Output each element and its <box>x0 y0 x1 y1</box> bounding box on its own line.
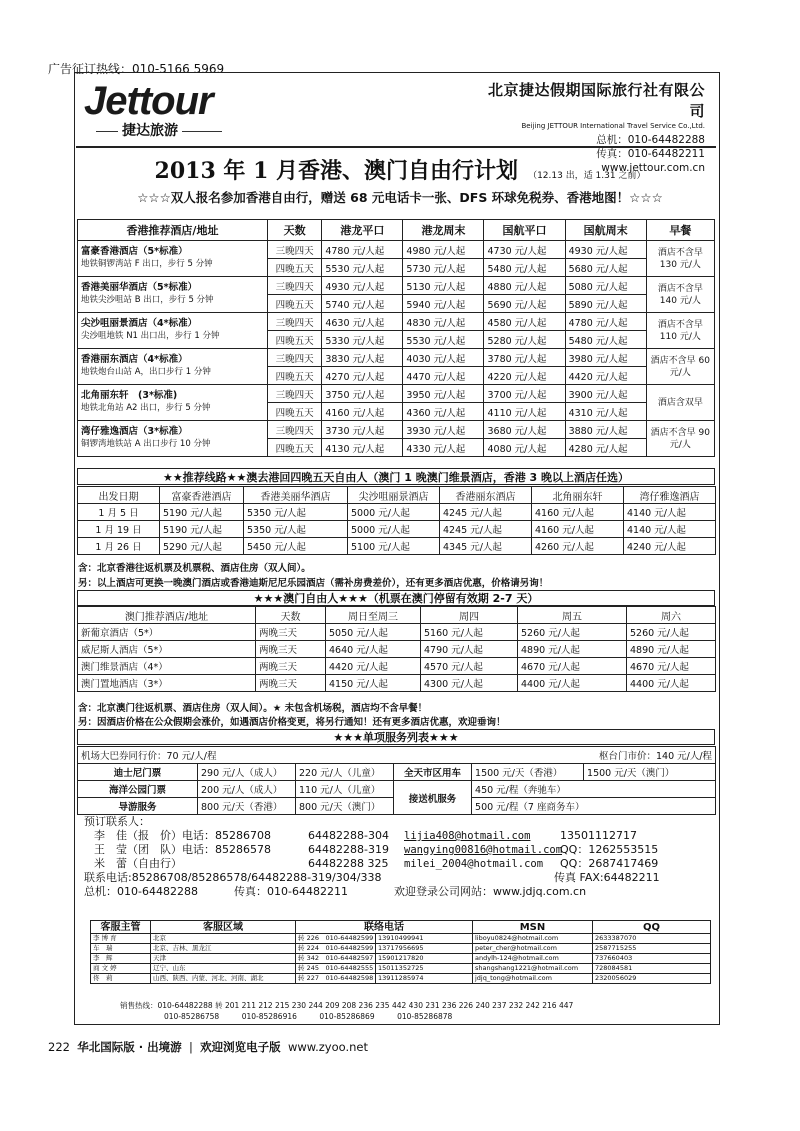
transfer-label: 接送机服务 <box>394 781 472 815</box>
table-row: 1 月 26 日 5290 元/人起 5450 元/人起 5100 元/人起 4345 元/人起 4260 元/人起 4240 元/人起 <box>78 538 716 555</box>
ocean-label: 海洋公园门票 <box>78 781 198 798</box>
table-row: 1 月 5 日 5190 元/人起 5350 元/人起 5000 元/人起 4245 元/人起 4160 元/人起 4140 元/人起 <box>78 504 716 521</box>
email-link[interactable]: lijia408@hotmail.com <box>404 830 531 842</box>
table-row: 四晚五天 5330 元/人起 5530 元/人起 5280 元/人起 5480 元/人起 <box>78 331 715 349</box>
service-table <box>77 746 716 815</box>
macau-hotel-table <box>77 606 716 692</box>
table-row <box>78 747 716 764</box>
email-link[interactable]: wangying00816@hotmail.com <box>404 844 563 856</box>
breakfast-cell: 酒店不含早 140 元/人 <box>646 277 714 313</box>
car-day-label: 全天市区用车 <box>394 764 472 781</box>
table-row: 李 博 育 北京 转 226 010-64482599 13910499941 liboyu0824@hotmail.com 2633387070 <box>91 934 711 944</box>
company-fax: 传真：010-64482211 <box>596 148 705 160</box>
jettour-logo: Jettour <box>84 79 213 123</box>
breakfast-cell: 酒店不含早 110 元/人 <box>646 313 714 349</box>
magazine-name: 华北国际版 · 出境游 <box>77 1040 182 1054</box>
contact-site[interactable]: 欢迎登录公司网站：www.jdjq.com.cn <box>394 885 587 898</box>
table-row: 威尼斯人酒店（5*） 两晚三天 4640 元/人起 4790 元/人起 4890 元/人起 4890 元/人起 <box>78 641 716 658</box>
table-row: 香港丽东酒店（4*标准） 地铁炮台山站 A，出口步行 1 分钟 三晚四天 3830 元/人起 4030 元/人起 3780 元/人起 3980 元/人起 酒店不含早 60 元/人 <box>78 349 715 367</box>
promo-line: ☆☆☆双人报名参加香港自由行，赠送 68 元电话卡一张、DFS 环球免税券、香港地图！☆☆☆ <box>137 190 663 205</box>
table-row: 迪士尼门票 290 元/人（成人） 220 元/人（儿童） 全天市区用车 1500 元/天（香港） 1500 元/天（澳门） <box>78 764 716 781</box>
company-name-cn: 北京捷达假期国际旅行社有限公司 <box>487 81 705 120</box>
table-header: 澳门推荐酒店/地址 天数 周日至周三 周四 周五 周六 <box>78 607 716 624</box>
table-row: 导游服务 800 元/天（香港） 800 元/天（澳门） 500 元/程（7 座商务车） <box>78 798 716 815</box>
macau-bar: ★★★澳门自由人★★★（机票在澳门停留有效期 2-7 天） <box>77 590 715 606</box>
hotel-cell: 香港丽东酒店（4*标准） 地铁炮台山站 A，出口步行 1 分钟 <box>78 349 268 385</box>
title-note: （12.13 出，适 1.31 之前） <box>528 171 646 181</box>
breakfast-cell: 酒店不含早 90 元/人 <box>646 421 714 457</box>
company-name-en: Beijing JETTOUR International Travel Service Co.,Ltd. <box>521 122 705 130</box>
page-footer: 222 华北国际版 · 出境游 | 欢迎浏览电子版 www.zyoo.net <box>48 1040 369 1054</box>
customer-service-table <box>90 920 711 984</box>
disney-label: 迪士尼门票 <box>78 764 198 781</box>
table-row: 四晚五天 5530 元/人起 5730 元/人起 5480 元/人起 5680 元/人起 <box>78 259 715 277</box>
route-note-extra: 另：以上酒店可更换一晚澳门酒店或香港迪斯尼尼乐园酒店（需补房费差价），还有更多酒店优惠，价格请另询！ <box>78 578 549 589</box>
table-row: 四晚五天 4160 元/人起 4360 元/人起 4110 元/人起 4310 元/人起 <box>78 403 715 421</box>
contact-main: 总机：010-64482288 <box>84 885 198 898</box>
breakfast-cell: 酒店不含早 60 元/人 <box>646 349 714 385</box>
hotel-cell: 富豪香港酒店（5*标准） 地铁铜锣湾站 F 出口，步行 5 分钟 <box>78 241 268 277</box>
page-title: 2013 年 1 月香港、澳门自由行计划 （12.13 出，适 1.31 之前） <box>154 158 646 184</box>
route-note-include: 含：北京香港往返机票及机票税、酒店住房（双人间）。 <box>78 563 311 574</box>
table-header: 香港推荐酒店/地址 天数 港龙平口 港龙周末 国航平口 国航周末 早餐 <box>78 220 715 241</box>
contact-main-fax: 传真：010-64482211 <box>234 885 348 898</box>
table-row: 北角丽东轩 (3*标准) 地铁北角站 A2 出口，步行 5 分钟 三晚四天 3750 元/人起 3950 元/人起 3700 元/人起 3900 元/人起 酒店含双早 <box>78 385 715 403</box>
header-divider <box>76 146 716 148</box>
contacts-title: 预订联系人： <box>84 815 150 828</box>
table-row: 四晚五天 4270 元/人起 4470 元/人起 4220 元/人起 4420 元/人起 <box>78 367 715 385</box>
logo-subtitle: 捷达旅游 <box>92 120 226 140</box>
table-row: 海洋公园门票 200 元/人（成人） 110 元/人（儿童） 接送机服务 450 元/程（奔驰车） <box>78 781 716 798</box>
table-row: 商 文 婷 辽宁、山东 转 245 010-64482555 15011352725 shangshang1221@hotmail.com 728084581 <box>91 964 711 974</box>
table-row: 佟 莉 山西、陕西、内蒙、河北、河南、湖北 转 227 010-64482598 13911285974 jdjq_tong@hotmail.com 2320056029 <box>91 974 711 984</box>
sales-hotline: 销售热线：010-64482288 转 201 211 212 215 230 244 209 208 236 235 442 430 231 236 226 240 237 232 242 216 447 010-85286758 010-85286916 010-85286869 010-85286878 <box>120 1001 574 1021</box>
macau-note-extra: 另：因酒店价格在公众假期会涨价，如遇酒店价格变更，将另行通知！还有更多酒店优惠，欢迎垂询！ <box>78 717 506 728</box>
email-link[interactable]: milei_2004@hotmail.com <box>404 858 544 870</box>
table-row: 富豪香港酒店（5*标准） 地铁铜锣湾站 F 出口，步行 5 分钟 三晚四天 4780 元/人起 4980 元/人起 4730 元/人起 4930 元/人起 酒店不含早 130 元/人 <box>78 241 715 259</box>
table-row: 尖沙咀丽景酒店（4*标准） 尖沙咀地铁 N1 出口出，步行 1 分钟 三晚四天 4630 元/人起 4830 元/人起 4580 元/人起 4780 元/人起 酒店不含早 110 元/人 <box>78 313 715 331</box>
hotel-cell: 尖沙咀丽景酒店（4*标准） 尖沙咀地铁 N1 出口出，步行 1 分钟 <box>78 313 268 349</box>
company-phone: 总机：010-64482288 <box>596 134 705 146</box>
company-website[interactable]: www.jettour.com.cn <box>601 162 705 174</box>
table-row: 新葡京酒店（5*） 两晚三天 5050 元/人起 5160 元/人起 5260 元/人起 5260 元/人起 <box>78 624 716 641</box>
table-row: 四晚五天 4130 元/人起 4330 元/人起 4080 元/人起 4280 元/人起 <box>78 439 715 457</box>
ad-hotline: 广告征订热线：010-5166 5969 <box>48 62 225 76</box>
breakfast-cell: 酒店含双早 <box>646 385 714 421</box>
table-row: 香港美丽华酒店（5*标准） 地铁尖沙咀站 B 出口，步行 5 分钟 三晚四天 4930 元/人起 5130 元/人起 4880 元/人起 5080 元/人起 酒店不含早 140 元/人 <box>78 277 715 295</box>
hk-hotel-table <box>77 219 715 457</box>
table-row: 澳门置地酒店（3*） 两晚三天 4150 元/人起 4300 元/人起 4400 元/人起 4400 元/人起 <box>78 675 716 692</box>
hotel-cell: 香港美丽华酒店（5*标准） 地铁尖沙咀站 B 出口，步行 5 分钟 <box>78 277 268 313</box>
recommended-route-bar: ★★推荐线路★★澳去港回四晚五天自由人（澳门 1 晚澳门维景酒店，香港 3 晚以上酒店任选） <box>77 468 715 485</box>
table-row: 1 月 19 日 5190 元/人起 5350 元/人起 5000 元/人起 4245 元/人起 4160 元/人起 4140 元/人起 <box>78 521 716 538</box>
table-row: 李 辉 天津 转 342 010-64482597 15901217820 andylh-124@hotmail.com 737660403 <box>91 954 711 964</box>
table-header: 出发日期 富豪香港酒店 香港美丽华酒店 尖沙咀丽景酒店 香港丽东酒店 北角丽东轩 湾仔雅逸酒店 <box>78 487 716 504</box>
table-row: 澳门维景酒店（4*） 两晚三天 4420 元/人起 4570 元/人起 4670 元/人起 4670 元/人起 <box>78 658 716 675</box>
guide-label: 导游服务 <box>78 798 198 815</box>
table-row: 车 瑞 北京、吉林、黑龙江 转 224 010-64482599 13717956695 peter_cher@hotmail.com 2587715255 <box>91 944 711 954</box>
hotel-cell: 北角丽东轩 (3*标准) 地铁北角站 A2 出口，步行 5 分钟 <box>78 385 268 421</box>
table-row: 四晚五天 5740 元/人起 5940 元/人起 5690 元/人起 5890 元/人起 <box>78 295 715 313</box>
contact-fax: 传真 FAX:64482211 <box>554 871 660 884</box>
service-bar: ★★★单项服务列表★★★ <box>77 729 715 745</box>
table-header: 客服主管 客服区域 联络电话 MSN QQ <box>91 921 711 934</box>
breakfast-cell: 酒店不含早 130 元/人 <box>646 241 714 277</box>
footer-url[interactable]: www.zyoo.net <box>287 1040 369 1054</box>
border-price: 枢台门市价：140 元/人/程 <box>394 747 716 764</box>
page-number: 222 <box>48 1040 70 1054</box>
table-row: 湾仔雅逸酒店（3*标准） 铜锣湾地铁站 A 出口步行 10 分钟 三晚四天 3730 元/人起 3930 元/人起 3680 元/人起 3880 元/人起 酒店不含早 90 元/人 <box>78 421 715 439</box>
macau-note-include: 含：北京澳门往返机票、酒店住房（双人间）。★ 未包含机场税，酒店均不含早餐！ <box>78 703 428 714</box>
hotel-cell: 湾仔雅逸酒店（3*标准） 铜锣湾地铁站 A 出口步行 10 分钟 <box>78 421 268 457</box>
route-table <box>77 486 716 555</box>
contact-phones: 联系电话:85286708/85286578/64482288-319/304/338 <box>84 871 382 884</box>
airport-bus-price: 机场大巴券同行价：70 元/人/程 <box>78 747 394 764</box>
